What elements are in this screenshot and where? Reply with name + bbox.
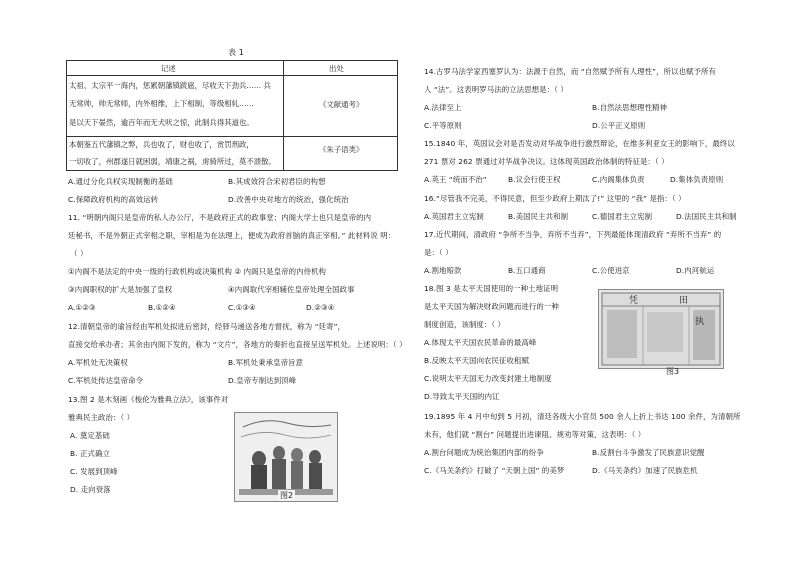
q15-stem-line1: 15.1840 年，英国议会对是否发动对华战争进行激烈辩论，在维多利亚女王的影响下，最终以	[424, 139, 735, 148]
q13-stem-line2: 雅典民主政治：（ ）	[68, 413, 135, 422]
q17-option-d: D.内河航运	[676, 266, 715, 275]
source-table	[66, 60, 398, 171]
table-row1-line1: 太祖、太宗平一海内，惩累朝藩镇跋扈，尽收天下劲兵…… 兵	[69, 81, 271, 90]
certificate-char-3: 执	[695, 317, 705, 327]
q12-option-c: C.军机处传达皇帝命令	[68, 376, 144, 385]
q13-option-a: A. 奠定基础	[70, 431, 110, 440]
q19-option-b: B.反割台斗争激发了民族意识觉醒	[592, 448, 705, 457]
q12-option-d: D.皇帝专制达到顶峰	[228, 376, 297, 385]
q19-stem-line2: 未有，他们就 “割台” 问题提出进谏阻、规劝等对策，这表明：（ ）	[424, 430, 646, 439]
q16-option-a: A.英国君主立宪制	[424, 212, 484, 221]
certificate-char-1: 田	[679, 296, 689, 306]
q14-option-c: C.平等原则	[424, 121, 462, 130]
q18-option-d: D.导致太平天国的内讧	[424, 392, 500, 401]
q17-option-a: A.割地赔款	[424, 266, 462, 275]
q17-option-b: B.五口通商	[508, 266, 546, 275]
table-row2-line1: 本朝鉴五代藩镇之弊，兵也收了，财也收了，赏罚刑政，	[69, 140, 254, 149]
table-caption: 表 1	[228, 48, 244, 57]
q13-option-c: C. 发展到顶峰	[70, 467, 118, 476]
q18-option-a: A.体现太平天国农民革命的最高峰	[424, 338, 537, 347]
q19-stem-line1: 19.1895 年 4 月中旬到 5 月初，清廷各级大小官员 500 余人上折上书达 100 余件，为清朝所	[424, 412, 741, 421]
q18-stem-line2: 是太平天国为解决财政问题而进行的一种	[424, 302, 559, 311]
q10-option-a: A.通过分化兵权实现制衡的基础	[68, 177, 173, 186]
q10-option-b: B.其成效符合宋初君臣的构想	[228, 177, 326, 186]
q16-option-b: B.美国民主共和制	[508, 212, 569, 221]
q19-option-a: A.割台问题成为统治集团内部的纷争	[424, 448, 544, 457]
q16-option-d: D.法国民主共和制	[676, 212, 737, 221]
q19-option-c: C.《马关条约》打破了 “天朝上国” 的美梦	[424, 466, 565, 475]
q14-option-b: B.自然法思想理性精神	[592, 103, 668, 112]
q16-option-c: C.德国君主立宪制	[592, 212, 653, 221]
q15-option-c: C.内阁集体负责	[592, 175, 645, 184]
woodcut-illustration	[235, 413, 337, 501]
table-row1-line3: 是以天下晏然，逾百年而无犬吠之惊，此制兵得其道也。	[69, 118, 254, 127]
q11-option-a: A.①②③	[68, 303, 96, 312]
q13-option-d: D. 走向衰落	[70, 485, 111, 494]
table-header-right: 出处	[329, 64, 344, 73]
q12-stem-line1: 12.清朝皇帝的谕旨经由军机处拟进后密封，经驿马递送各地方督抚，称为 “廷寄”，	[68, 322, 346, 331]
figure-3-land-certificate	[598, 289, 724, 369]
q14-stem-line2: 人 “法”。这表明罗马法的立法思想是：（ ）	[424, 85, 568, 94]
q15-stem-line2: 271 票对 262 票通过对华战争决议。这体现英国政治体制的特征是：（ ）	[424, 157, 669, 166]
q18-option-c: C.说明太平天国无力改变封建土地制度	[424, 374, 552, 383]
q15-option-d: D.集体负责原则	[670, 175, 724, 184]
q14-stem-line1: 14.古罗马法学家西塞罗认为：法源于自然，而 “自然赋予所有人理性”，所以也赋予所有	[424, 67, 717, 76]
q11-item-1-2: ①内阁不是法定的中央一级的行政机构或决策机构 ② 内阁只是皇帝的内侍机构	[68, 267, 327, 276]
table-row2-line2: 一切收了，州郡遂日就困弱，靖康之祸，虏骑所过，莫不溃散。	[69, 157, 276, 166]
table-header-left: 记述	[161, 64, 176, 73]
q15-option-b: B.议会行使王权	[508, 175, 561, 184]
q18-option-b: B.反映太平天国向农民征收租赋	[424, 356, 529, 365]
q10-option-c: C.保障政府机构的高效运转	[68, 195, 159, 204]
q17-stem-line2: 是：（ ）	[424, 248, 453, 257]
q10-option-d: D.改善中央对地方的统治，强化统治	[228, 195, 349, 204]
q12-option-a: A.军机处无决策权	[68, 358, 128, 367]
q11-stem-line2: 廷秘书，不是外朝正式宰相之职，宰相是为在法理上，便成为政府首脑的真正宰相。” 此材料说 明：	[68, 231, 396, 240]
q19-option-d: D.《马关条约》加速了民族危机	[592, 466, 698, 475]
certificate-char-2: 凭	[629, 296, 639, 306]
q11-stem-line1: 11. “明朝内阁只是皇帝的私人办公厅，不是政府正式的政事堂；内阁大学士也只是皇帝的内	[68, 213, 372, 222]
q13-option-b: B. 正式确立	[70, 449, 111, 458]
q18-stem-line1: 18.图 3 是太平天国使用的一种土地证明	[424, 284, 559, 293]
q15-option-a: A.英王 “统而不治”	[424, 175, 487, 184]
figure-2-caption: 图2	[280, 491, 294, 500]
q12-option-b: B.军机处秉承皇帝旨意	[228, 358, 304, 367]
land-certificate-illustration	[599, 290, 723, 368]
figure-3-caption: 图3	[666, 367, 680, 376]
q11-option-b: B.①②④	[148, 303, 176, 312]
q11-option-c: C.①③④	[228, 303, 256, 312]
q11-option-d: D.②③④	[306, 303, 335, 312]
table-row1-source: 《文献通考》	[319, 100, 364, 109]
q13-stem-line1: 13.图 2 是木刻画《梭伦为雅典立法》，该事件对	[68, 395, 229, 404]
q17-option-c: C.公使进京	[592, 266, 630, 275]
table-row2-source: 《朱子语类》	[319, 145, 364, 154]
q11-paren: （ ）	[70, 249, 88, 258]
q14-option-d: D.公平正义原则	[592, 121, 646, 130]
q17-stem-line1: 17.近代期间，清政府 “争所不当争，弃所不当弃”，下列最能体现清政府 “弃所不当弃” 的	[424, 230, 722, 239]
q12-stem-line2: 直接交给承办者；其余由内阁下发的，称为 “文片”，各地方的奏折也直接呈送军机处。上述说明：（ ）	[68, 340, 407, 349]
q11-item-3: ③内阁职权的扩大是加强了皇权	[68, 285, 173, 294]
q18-stem-line3: 制度创造，该制度：（ ）	[424, 320, 506, 329]
q16-stem: 16.“尽管我不完美，不得民意，但至少政府上期汰了!” 这里的 “我” 是指：（ ）	[424, 194, 686, 203]
figure-2-woodcut	[234, 412, 338, 502]
q14-option-a: A.法律至上	[424, 103, 462, 112]
q11-item-4: ④内阁取代宰相辅佐皇帝处理全国政事	[228, 285, 355, 294]
table-row1-line2: 无常帅，帅无常师，内外相维，上下相制，等级相轧……	[69, 99, 254, 108]
